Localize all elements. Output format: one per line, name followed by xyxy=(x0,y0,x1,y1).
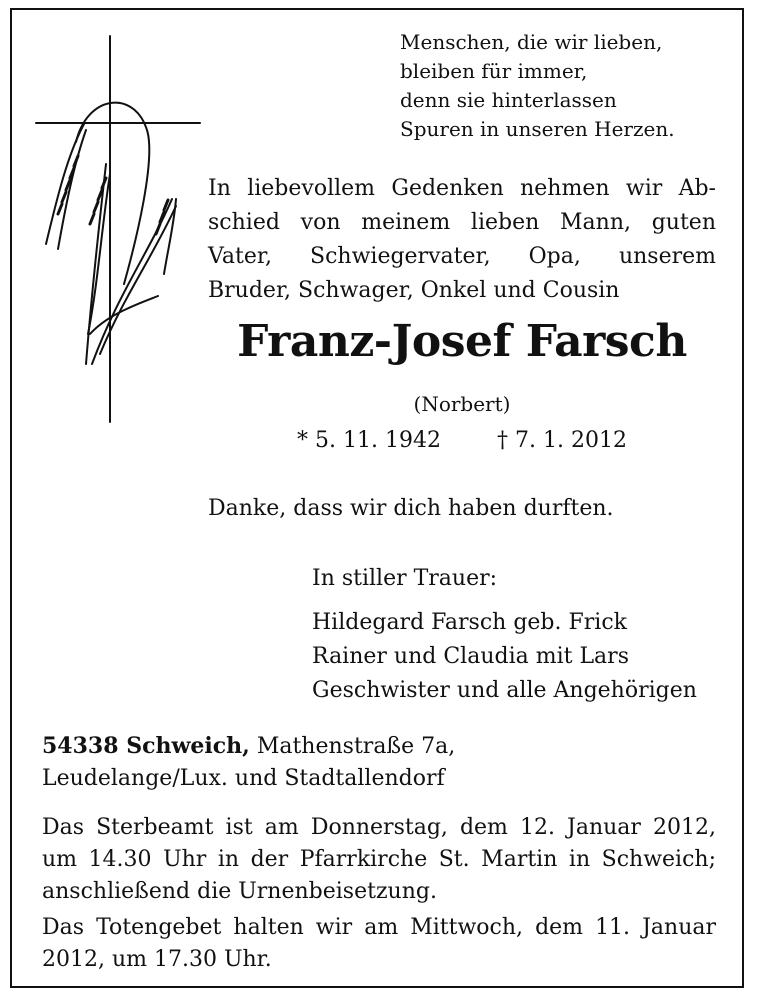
verse-line: denn sie hinterlassen xyxy=(400,88,617,112)
verse-line: Menschen, die wir lieben, xyxy=(400,30,663,54)
mourners-heading: In stiller Trauer: xyxy=(312,566,498,591)
service-notice xyxy=(42,812,716,908)
mourner-line: Rainer und Claudia mit Lars xyxy=(312,644,629,669)
address-line-2: Leudelange/Lux. und Stadtallendorf xyxy=(42,766,445,791)
thanks-text: Danke, dass wir dich haben durften. xyxy=(208,496,614,521)
service-line: Das Sterbeamt ist am Donnerstag, dem 12. Januar 2012, xyxy=(42,815,716,840)
service-line: anschließend die Urnenbeisetzung. xyxy=(42,879,437,904)
address-line-1 xyxy=(42,730,455,763)
verse-line: Spuren in unseren Herzen. xyxy=(400,117,675,141)
intro-line: Bruder, Schwager, Onkel und Cousin xyxy=(208,278,620,303)
verse xyxy=(400,28,675,144)
intro-line: Vater, Schwiegervater, Opa, unserem xyxy=(208,244,716,269)
mourner-line: Hildegard Farsch geb. Frick xyxy=(312,610,627,635)
deceased-name: Franz-Josef Farsch xyxy=(237,316,687,367)
intro-paragraph xyxy=(208,172,716,308)
address-city: 54338 Schweich, xyxy=(42,733,250,759)
verse-line: bleiben für immer, xyxy=(400,59,588,83)
prayer-notice xyxy=(42,912,716,976)
intro-line: schied von meinem lieben Mann, guten xyxy=(208,210,716,235)
prayer-line: Das Totengebet halten wir am Mittwoch, dem 11. Januar xyxy=(42,915,716,940)
cross-with-wheat-icon xyxy=(28,34,208,424)
address-block xyxy=(42,730,455,795)
intro-line: In liebevollem Gedenken nehmen wir Ab- xyxy=(208,176,716,201)
death-date: † 7. 1. 2012 xyxy=(497,428,627,453)
life-dates xyxy=(210,428,714,453)
mourners-block xyxy=(312,562,697,708)
service-line: um 14.30 Uhr in der Pfarrkirche St. Martin in Schweich; xyxy=(42,847,716,872)
birth-date: * 5. 11. 1942 xyxy=(297,428,441,453)
address-street: Mathenstraße 7a, xyxy=(256,734,456,759)
mourner-line: Geschwister und alle Angehörigen xyxy=(312,678,697,703)
deceased-nickname: (Norbert) xyxy=(413,392,511,416)
prayer-line: 2012, um 17.30 Uhr. xyxy=(42,947,272,972)
